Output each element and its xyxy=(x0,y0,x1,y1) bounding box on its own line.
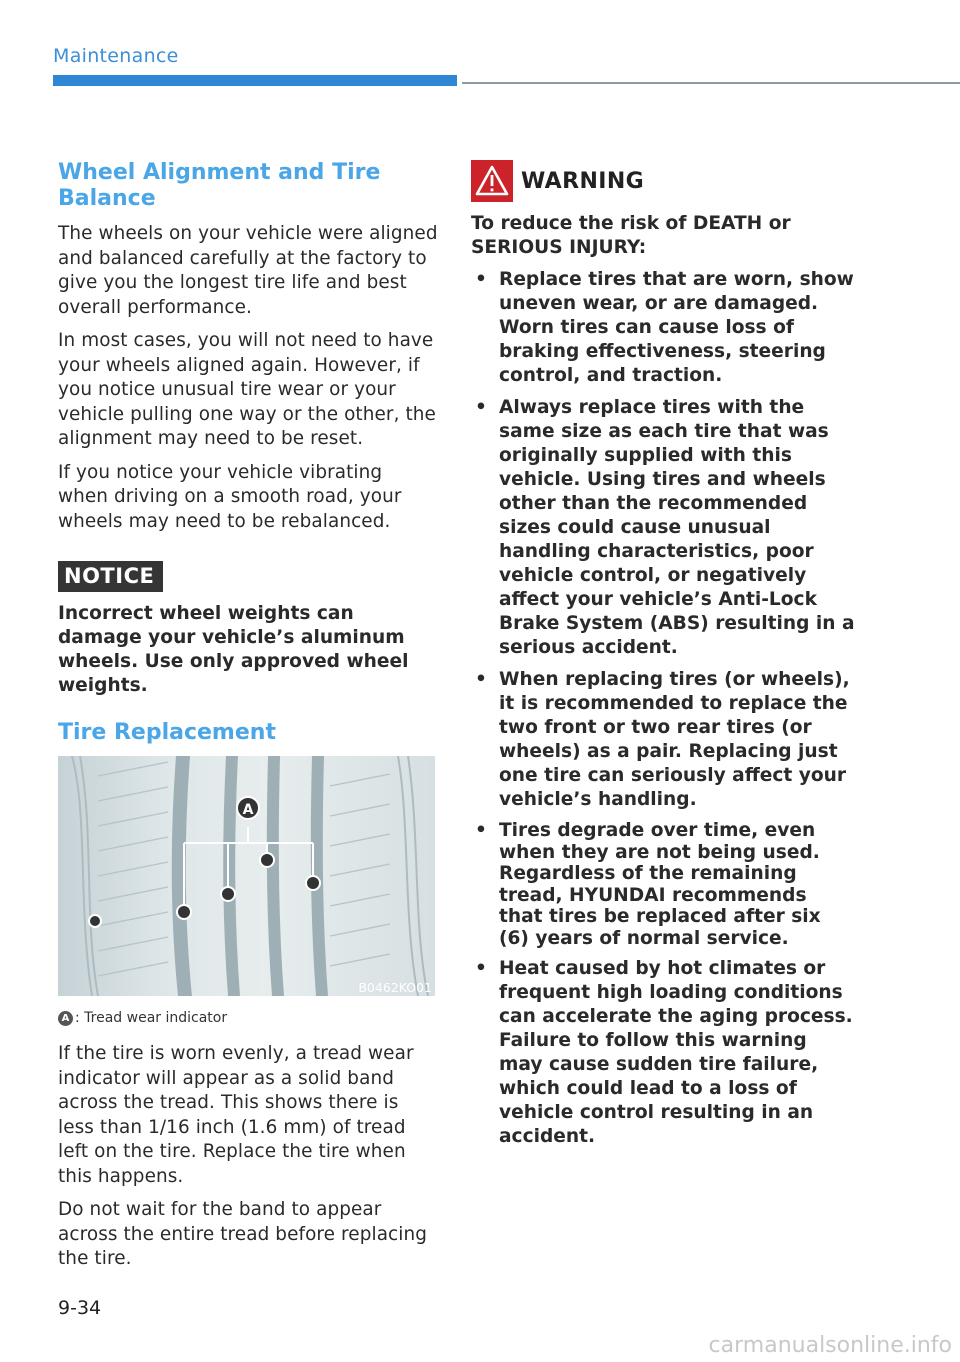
warning-triangle-icon xyxy=(471,160,513,202)
figure-marker-a: A xyxy=(242,802,254,818)
list-item: • Replace tires that are worn, show uneven wear, or are damaged. Worn tires can cause loss of braking effectiveness, steering control, and traction. xyxy=(475,269,854,386)
list-item: • Heat caused by hot climates or frequent high loading conditions can accelerate the aging process. Failure to follow this warning may cause sudden tire failure, which could lead to a loss of vehicle control resulting in an accident. xyxy=(475,958,853,1147)
caption-text: : Tread wear indicator xyxy=(75,1010,228,1026)
paragraph: If you notice your vehicle vibrating when driving on a smooth road, your wheels may need to be rebalanced. xyxy=(58,461,402,532)
tread-wear-figure xyxy=(58,756,435,996)
caption-marker: A xyxy=(58,1011,73,1026)
warning-list xyxy=(471,268,856,1149)
figure-code: B0462KO01 xyxy=(358,980,432,995)
watermark: carmanualsonline.info xyxy=(708,1333,952,1358)
warning-title: WARNING xyxy=(521,168,645,194)
bullet: • xyxy=(475,669,487,690)
running-header: Maintenance xyxy=(53,45,179,67)
list-item: • When replacing tires (or wheels), it is recommended to replace the two front or two rear tires (or wheels) as a pair. Replacing just one tire can seriously affect your vehicle’s handling. xyxy=(475,669,850,810)
warning-intro: To reduce the risk of DEATH or SERIOUS INJURY: xyxy=(471,213,791,258)
heading-wheel-alignment: Wheel Alignment and Tire Balance xyxy=(58,160,381,211)
paragraph: Do not wait for the band to appear across the entire tread before replacing the tire. xyxy=(58,1199,428,1269)
notice-text: Incorrect wheel weights can damage your vehicle’s aluminum wheels. Use only approved wheel weights. xyxy=(58,603,409,696)
list-item: • Always replace tires with the same size as each tire that was originally supplied with this vehicle. Using tires and wheels other than the recommended sizes could cause unusual handling characteristics, poor vehicle control, or negatively affect your vehicle’s Anti-Lock Brake System (ABS) resulting in a serious accident. xyxy=(475,397,855,658)
left-column xyxy=(58,160,438,1281)
right-column xyxy=(471,160,856,1157)
figure-caption xyxy=(58,1010,438,1026)
paragraph: In most cases, you will not need to have your wheels aligned again. However, if you notice unusual tire wear or your vehicle pulling one way or the other, the alignment may need to be reset. xyxy=(58,330,436,449)
bullet: • xyxy=(475,820,487,841)
list-item: • Tires degrade over time, even when they are not being used. Regardless of the remaining tread, HYUNDAI recommends that tires be replaced after six (6) years of normal service. xyxy=(475,820,821,949)
notice-badge: NOTICE xyxy=(58,561,163,592)
warning-header xyxy=(471,160,856,202)
heading-tire-replacement: Tire Replacement xyxy=(58,720,276,745)
page-number: 9-34 xyxy=(58,1297,102,1319)
bullet: • xyxy=(475,958,487,979)
header-rule-accent xyxy=(53,75,457,86)
header-rule xyxy=(462,82,960,84)
paragraph: The wheels on your vehicle were aligned and balanced carefully at the factory to give you the longest tire life and best overall performance. xyxy=(58,223,438,318)
bullet: • xyxy=(475,397,487,418)
bullet: • xyxy=(475,269,487,290)
paragraph: If the tire is worn evenly, a tread wear indicator will appear as a solid band across the tread. This shows there is less than 1/16 inch (1.6 mm) of tread left on the tire. Replace the tire when this happens. xyxy=(58,1043,414,1187)
tire-tread-illustration xyxy=(58,756,435,996)
